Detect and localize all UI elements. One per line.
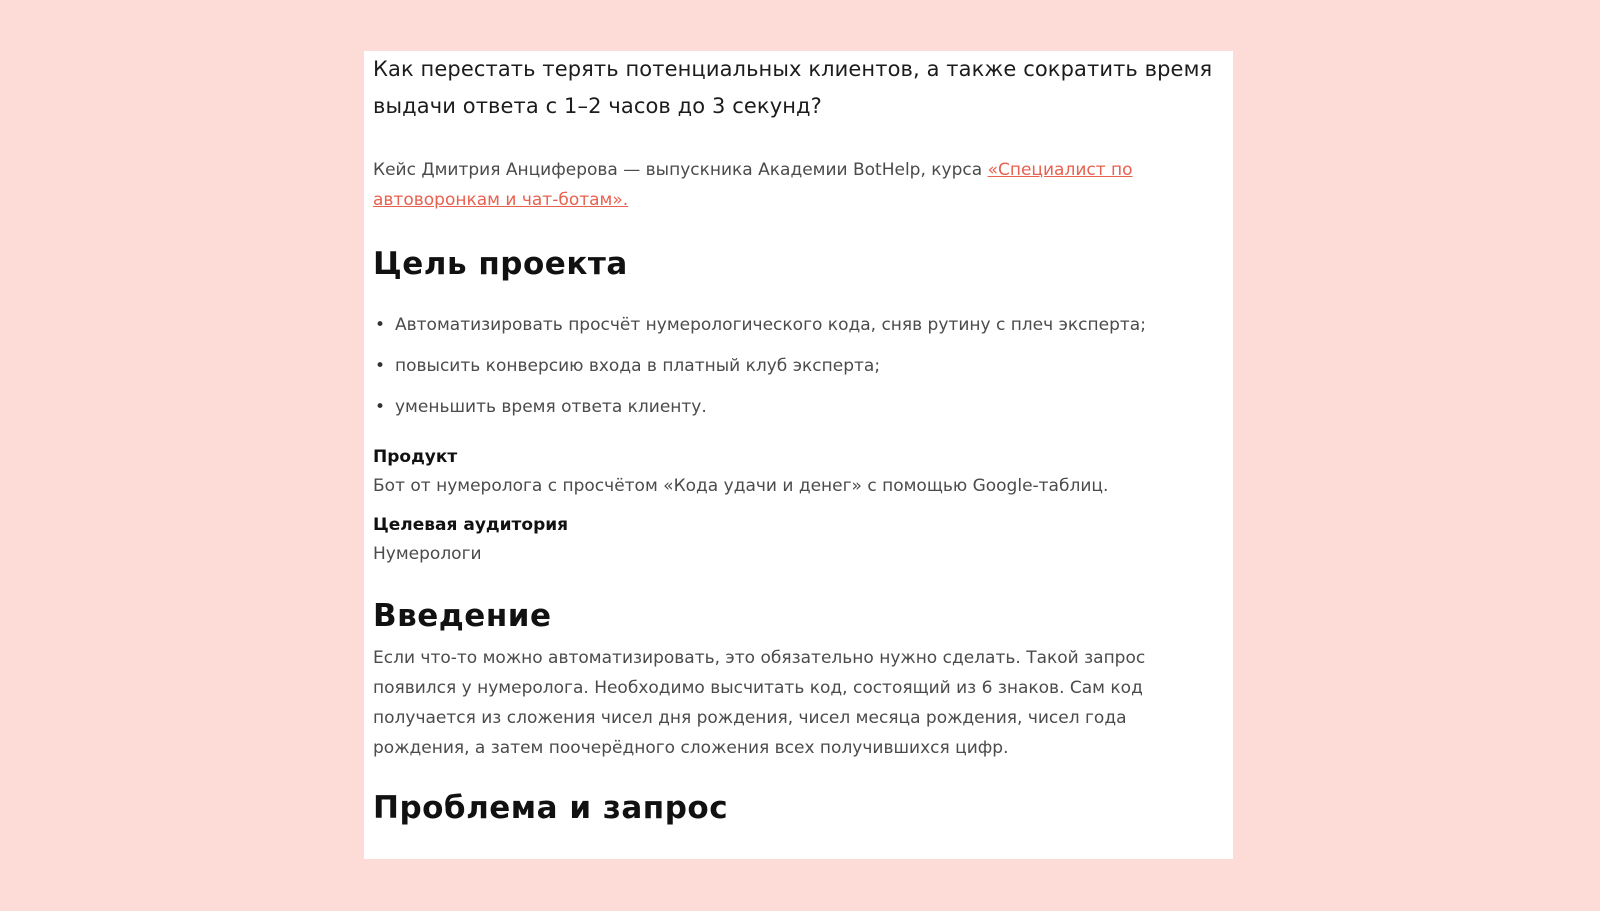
intro-paragraph: Если что-то можно автоматизировать, это обязательно нужно сделать. Такой запрос появился у нумеролога. Необходимо высчитать код, состоящий из 6 знаков. Сам код получается из сложения чисел дня рождения, чисел месяца рождения, чисел года рождения, а затем поочерёдного сложения всех получившихся цифр.	[373, 648, 1146, 758]
audience-heading: Целевая аудитория	[373, 515, 569, 535]
product-heading: Продукт	[373, 447, 458, 467]
audience-text: Нумерологи	[373, 544, 482, 564]
goal-text: уменьшить время ответа клиенту.	[395, 397, 707, 417]
list-item	[373, 311, 1233, 339]
product-text: Бот от нумеролога с просчётом «Кода удачи и денег» с помощью Google-таблиц.	[373, 476, 1109, 496]
list-item	[373, 393, 1233, 421]
goal-heading: Цель проекта	[373, 246, 628, 282]
goal-text: Автоматизировать просчёт нумерологического кода, сняв рутину с плеч эксперта;	[395, 315, 1146, 335]
goals-list	[373, 311, 1233, 421]
problem-heading: Проблема и запрос	[373, 790, 729, 826]
bullet-icon: •	[375, 356, 386, 376]
article-intro	[373, 155, 1193, 215]
list-item	[373, 352, 1233, 380]
intro-text: Кейс Дмитрия Анциферова — выпускника Академии BotHelp, курса	[373, 160, 988, 180]
intro-heading: Введение	[373, 598, 552, 634]
article-card	[364, 51, 1233, 859]
course-link[interactable]: «Специалист по автоворонкам и чат-ботам».	[373, 160, 1133, 210]
goal-text: повысить конверсию входа в платный клуб эксперта;	[395, 356, 881, 376]
bullet-icon: •	[375, 315, 386, 335]
bullet-icon: •	[375, 397, 386, 417]
article-lead: Как перестать терять потенциальных клиентов, а также сократить время выдачи ответа с 1–2 часов до 3 секунд?	[373, 57, 1213, 118]
